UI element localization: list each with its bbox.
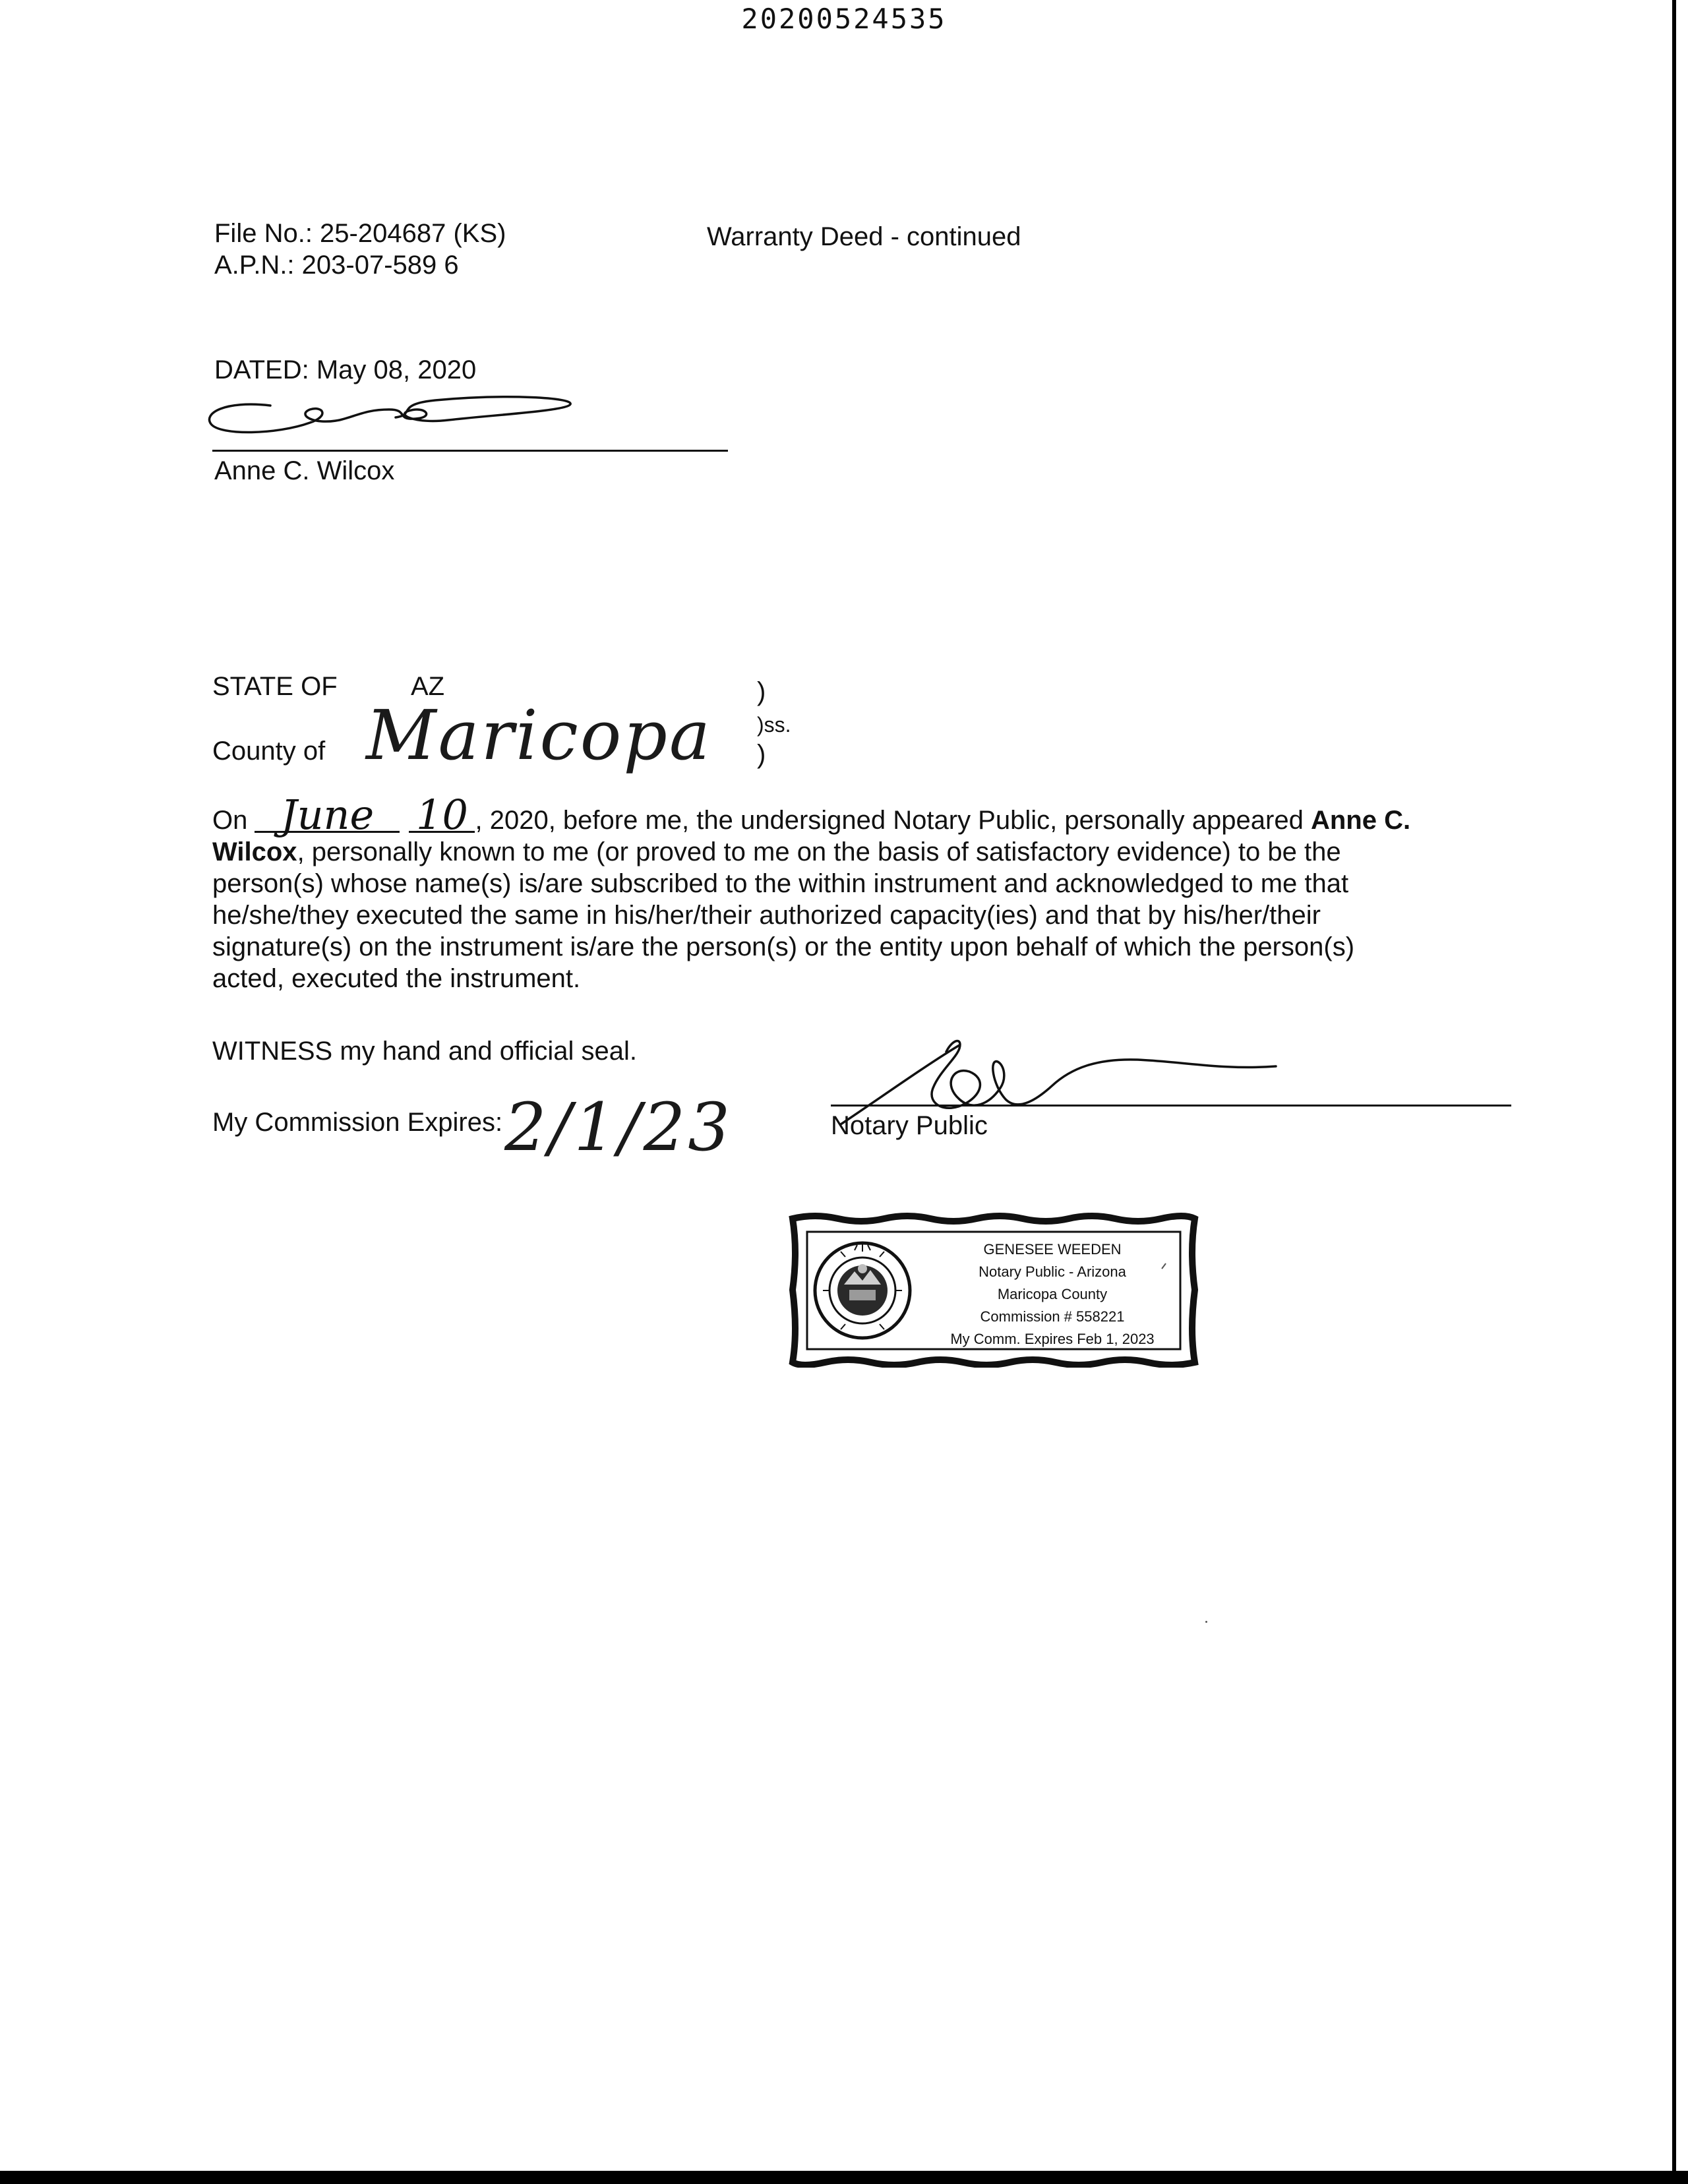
acknowledgment-line-5: signature(s) on the instrument is/are the person(s) or the entity upon behalf of which the person(s) [212, 932, 1355, 961]
grantor-signature [198, 386, 593, 452]
appeared-name-first: Anne C. [1310, 806, 1411, 835]
notary-stamp [789, 1212, 1199, 1368]
acknowledgment-line-1-text: , 2020, before me, the undersigned Notary Public, personally appeared [475, 806, 1311, 835]
apn-number: A.P.N.: 203-07-589 6 [214, 251, 459, 280]
month-handwritten: June [255, 799, 400, 833]
stamp-notary-name: GENESEE WEEDEN [983, 1241, 1122, 1258]
signer-name: Anne C. Wilcox [214, 456, 395, 485]
venue-paren-bottom: ) [757, 740, 766, 769]
acknowledgment-line-2 [212, 836, 1478, 868]
notary-signature-line [831, 1105, 1511, 1107]
venue-paren-top: ) [757, 677, 766, 706]
day-handwritten: 10 [409, 799, 475, 833]
recording-number: 20200524535 [741, 3, 947, 35]
acknowledgment-line-4: he/she/they executed the same in his/her/their authorized capacity(ies) and that by his/her/their [212, 901, 1321, 930]
acknowledgment-paragraph [212, 791, 1478, 994]
stamp-text [927, 1238, 1178, 1350]
state-label: STATE OF [212, 672, 338, 701]
commission-label: My Commission Expires: [212, 1108, 503, 1137]
document-title: Warranty Deed - continued [707, 222, 1021, 251]
dated-line: DATED: May 08, 2020 [214, 355, 477, 384]
stamp-expiration: My Comm. Expires Feb 1, 2023 [950, 1331, 1155, 1347]
notary-label: Notary Public [831, 1111, 988, 1140]
scan-edge-right [1672, 0, 1676, 2184]
witness-statement: WITNESS my hand and official seal. [212, 1037, 637, 1066]
file-number: File No.: 25-204687 (KS) [214, 219, 506, 248]
state-value: AZ [411, 672, 445, 701]
stamp-notary-title: Notary Public - Arizona [979, 1263, 1126, 1280]
on-label: On [212, 806, 248, 835]
acknowledgment-line-3: person(s) whose name(s) is/are subscribed to the within instrument and acknowledged to me that [212, 869, 1349, 898]
commission-date-handwritten: 2/1/23 [504, 1089, 733, 1166]
scan-speck [1205, 1621, 1207, 1623]
acknowledgment-line-1 [212, 791, 1478, 839]
stamp-commission-number: Commission # 558221 [980, 1308, 1125, 1325]
county-handwritten: Maricopa [366, 695, 712, 775]
county-label: County of [212, 737, 326, 766]
acknowledgment-line-6: acted, executed the instrument. [212, 964, 581, 993]
grantor-signature-line [212, 450, 728, 452]
venue-paren-ss: )ss. [757, 713, 791, 737]
appeared-name-last: Wilcox [212, 837, 297, 866]
scan-edge-bottom [0, 2171, 1688, 2184]
stamp-county: Maricopa County [997, 1286, 1108, 1302]
acknowledgment-line-2-text: , personally known to me (or proved to me on the basis of satisfactory evidence) to be the [297, 837, 1341, 866]
